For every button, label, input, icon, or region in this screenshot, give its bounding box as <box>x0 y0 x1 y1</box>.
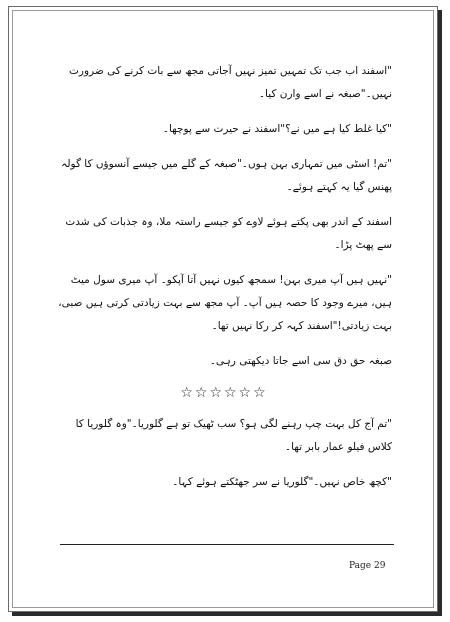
page-content <box>56 60 392 506</box>
paragraph-7: "تم آج کل بہت چپ رہنے لگی ہو؟ سب ٹھیک تو ہے گلوریا۔"وہ گلوریا کا کلاس فیلو عمار بابر تھا۔ <box>75 418 392 453</box>
paragraph-6: صبغہ حق دق سی اسے جاتا دیکھتی رہی۔ <box>209 355 392 367</box>
paragraph-2: "کیا غلط کیا ہے میں نے؟"اسفند نے حیرت سے پوچھا۔ <box>162 123 392 135</box>
footer-rule <box>60 544 394 545</box>
paragraph-5: "نہیں ہیں آپ میری بہن! سمجھ کیوں نہیں آتا آپکو۔ آپ میری سول میٹ ہیں، میرے وجود کا حصہ ہیں آپ۔ آپ مجھ سے بہت زیادتی کرتی ہیں صبی، بہت زیادتی!"اسفند کہہ کر رکا نہیں تھا۔ <box>58 274 392 332</box>
page-number: Page 29 <box>349 561 386 571</box>
paragraph-4: اسفند کے اندر بھی پکتے ہوئے لاوے کو جیسے راستہ ملا، وہ جذبات کی شدت سے پھٹ پڑا۔ <box>65 216 392 251</box>
section-separator: ☆☆☆☆☆☆ <box>180 385 268 401</box>
paragraph-3: "تم! اسٹی میں تمہاری بہن ہوں۔"صبغہ کے گلے میں جیسے آنسوؤں کا گولہ پھنس گیا یہ کہتے ہوئے۔ <box>61 158 392 193</box>
paragraph-1: "اسفند اب جب تک تمہیں تمیز نہیں آجاتی مجھ سے بات کرنے کی ضرورت نہیں۔"صبغہ نے اسے وارن کیا۔ <box>69 65 392 100</box>
paragraph-8: "کچھ خاص نہیں۔"گلوریا نے سر جھٹکتے ہوئے کہا۔ <box>172 476 392 488</box>
